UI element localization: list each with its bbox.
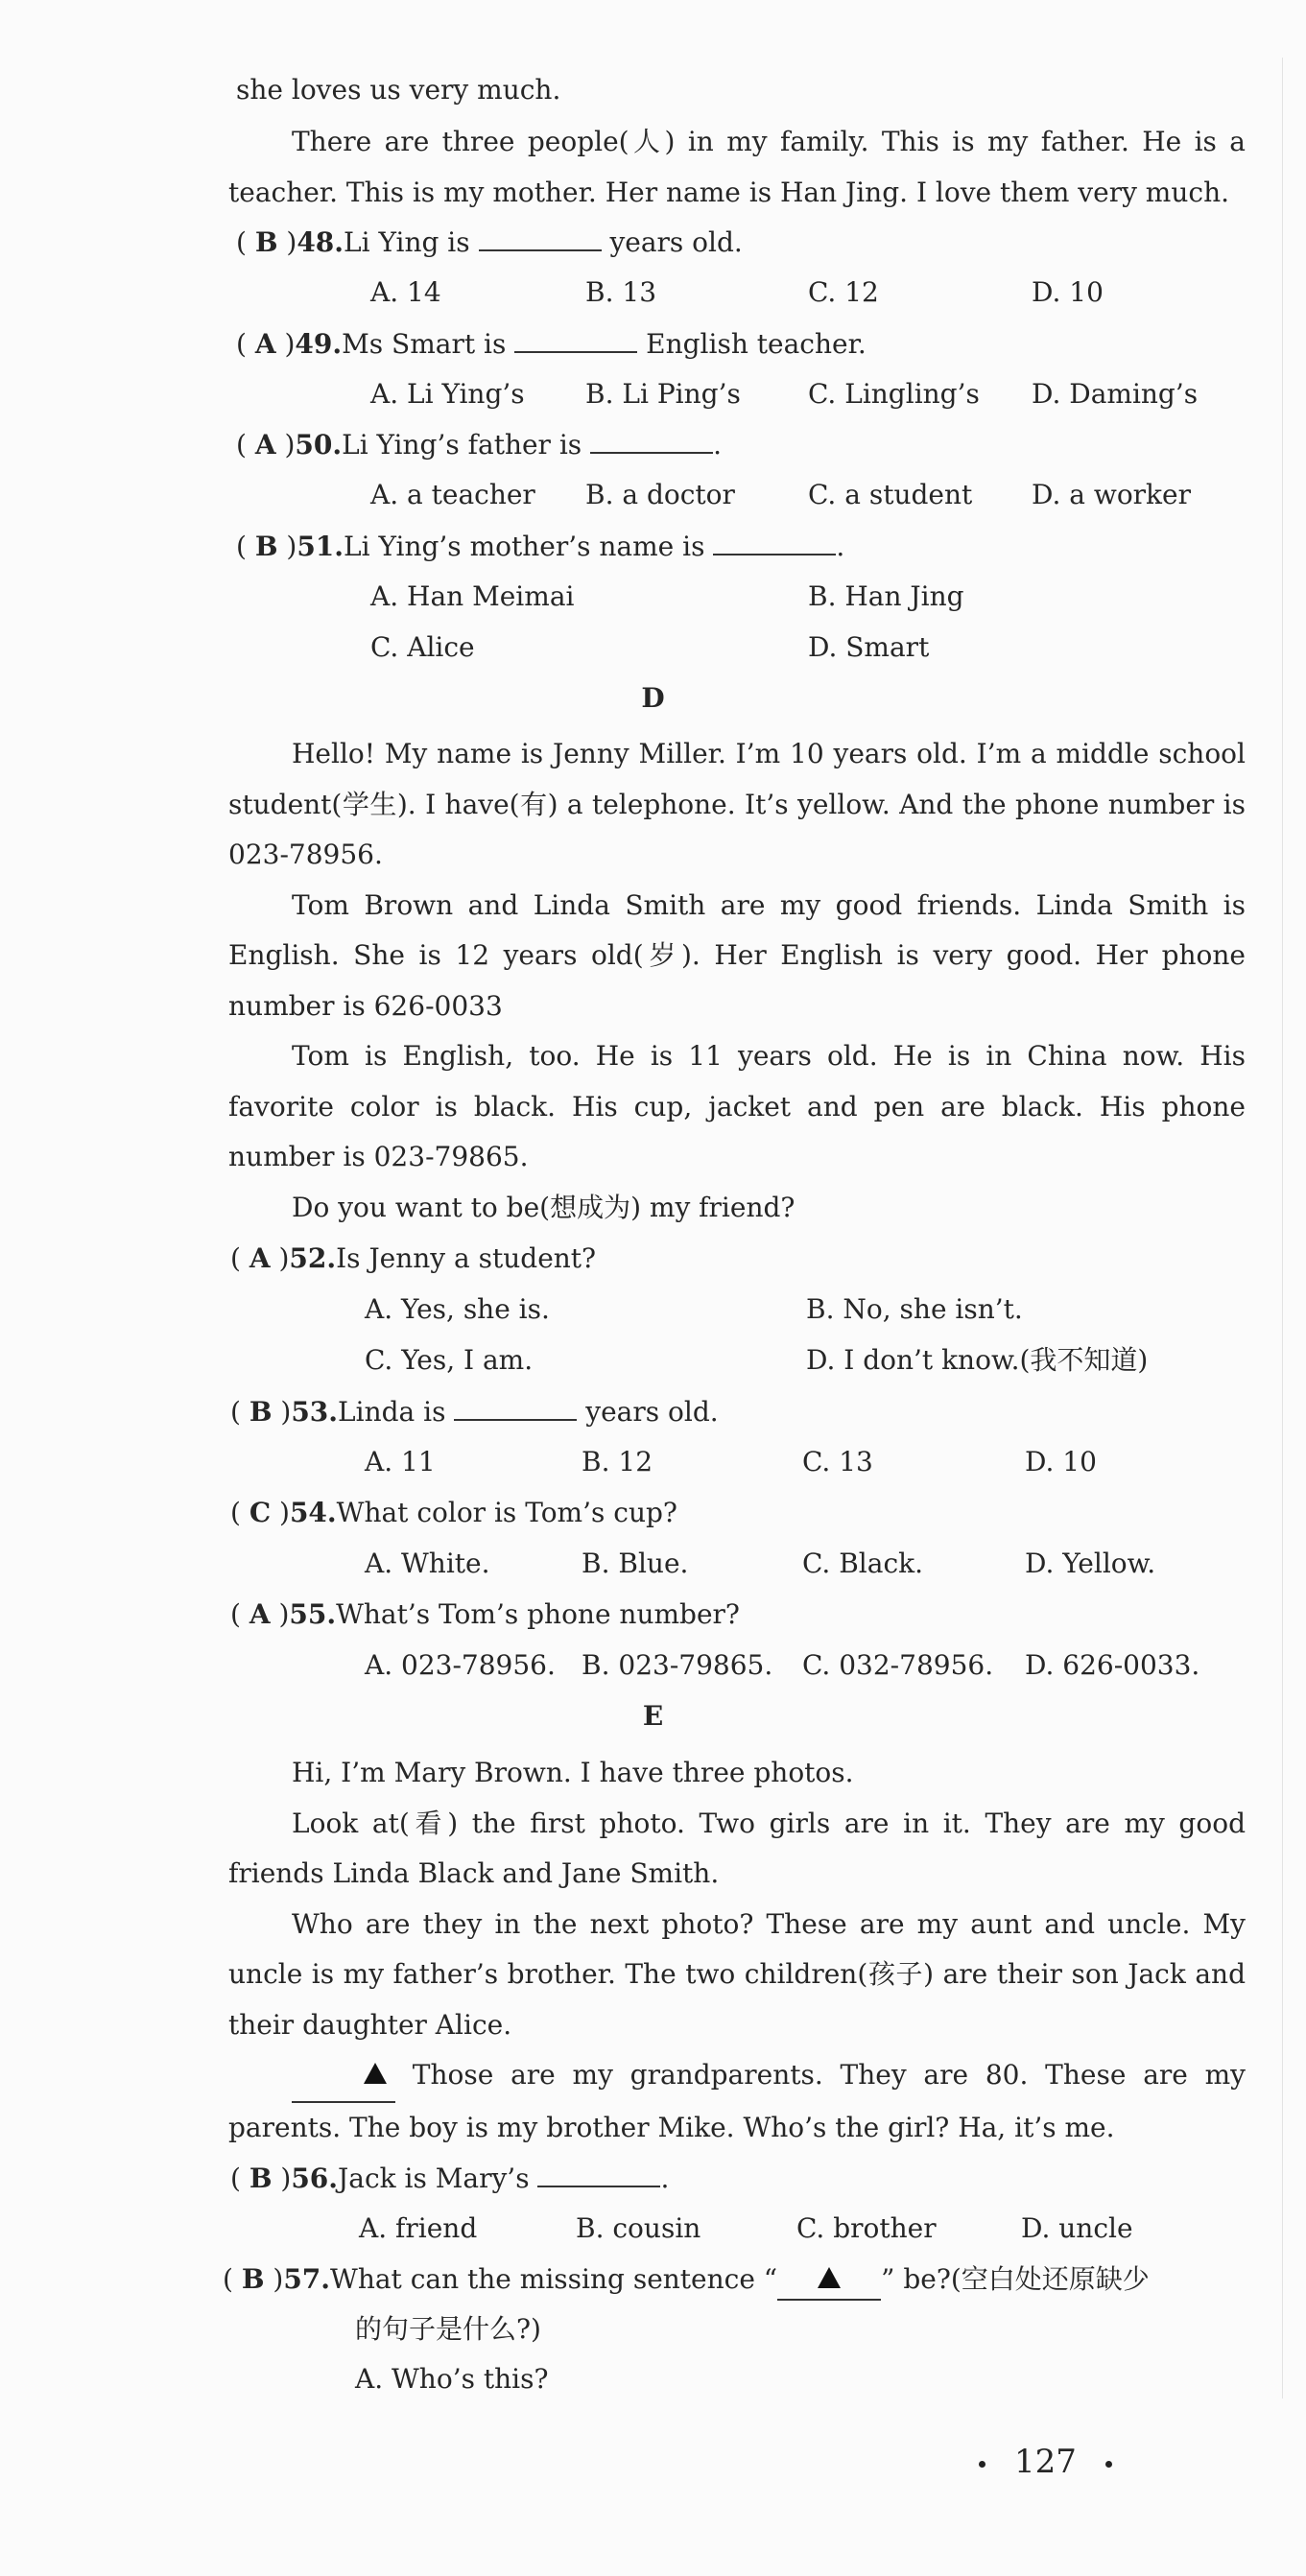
question-50: ( A )50.Li Ying’s father is . [236,425,722,464]
option-53-b: B. 12 [582,1446,653,1477]
question-52: ( A )52.Is Jenny a student? [230,1242,597,1274]
option-50-c: C. a student [808,479,973,510]
passage-c-line: she loves us very much. [236,74,561,106]
option-50-b: B. a doctor [585,479,735,510]
section-d-passage [228,729,1246,1233]
question-57-continued: 的句子是什么?) [355,2313,541,2345]
blank-49 [514,324,637,353]
page-number: 127 [950,2441,1141,2483]
option-49-c: C. Lingling’s [808,378,980,410]
question-55: ( A )55.What’s Tom’s phone number? [230,1598,740,1630]
option-55-b: B. 023-79865. [582,1649,773,1681]
question-51: ( B )51.Li Ying’s mother’s name is . [236,527,844,566]
option-48-d: D. 10 [1032,276,1104,308]
question-56: ( B )56.Jack is Mary’s . [230,2159,669,2198]
option-54-c: C. Black. [802,1548,923,1579]
option-48-b: B. 13 [585,276,657,308]
answer-48: B [254,226,278,258]
option-49-a: A. Li Ying’s [370,378,525,410]
answer-52: A [249,1242,271,1274]
missing-sentence-blank [777,2260,881,2301]
blank-50 [590,425,713,454]
option-51-a: A. Han Meimai [370,580,575,612]
option-56-b: B. cousin [576,2212,701,2244]
blank-48 [479,223,602,251]
section-d-paragraph: Tom Brown and Linda Smith are my good friends. Linda Smith is English. She is 12 years old(岁). Her English is very good. Her phone number is 626-0033 [228,888,1246,1022]
answer-55: A [249,1598,271,1630]
answer-54: C [249,1497,272,1528]
option-50-d: D. a worker [1032,479,1191,510]
answer-57: B [241,2263,265,2295]
option-49-d: D. Daming’s [1032,378,1199,410]
option-52-c: C. Yes, I am. [365,1344,534,1376]
option-50-a: A. a teacher [370,479,535,510]
section-d-heading: D [641,682,665,714]
option-51-c: C. Alice [370,631,475,663]
option-52-b: B. No, she isn’t. [806,1293,1023,1325]
answer-50: A [254,429,276,461]
blank-56 [537,2159,660,2187]
option-53-a: A. 11 [365,1446,436,1477]
option-56-d: D. uncle [1021,2212,1133,2244]
option-52-a: A. Yes, she is. [365,1293,550,1325]
section-e-passage [228,1748,1246,2153]
option-48-c: C. 12 [808,276,879,308]
option-57-a: A. Who’s this? [355,2363,549,2395]
option-55-c: C. 032-78956. [802,1649,994,1681]
passage-c-paragraph: There are three people(人) in my family. This is my father. He is a teacher. This is my mother. Her name is Han Jing. I love them very much. [228,126,1246,208]
option-53-c: C. 13 [802,1446,873,1477]
triangle-icon [364,2063,387,2084]
option-48-a: A. 14 [370,276,441,308]
option-56-c: C. brother [796,2212,937,2244]
question-57: ( B )57.What can the missing sentence “ ” be?(空白处还原缺少 [223,2260,1150,2301]
section-d-paragraph: Tom is English, too. He is 11 years old. He is in China now. His favorite color is black. His cup, jacket and pen are black. His phone number is 023-79865. [228,1040,1246,1172]
answer-51: B [254,531,278,562]
section-e-paragraph: Those are my grandparents. They are 80. These are my parents. The boy is my brother Mike. Who’s the girl? Ha, it’s me. [228,2050,1246,2153]
option-54-d: D. Yellow. [1025,1548,1156,1579]
section-d-paragraph: Hello! My name is Jenny Miller. I’m 10 years old. I’m a middle school student(学生). I have(有) a telephone. It’s yellow. And the phone number is 023-78956. [228,738,1246,870]
triangle-icon [818,2267,841,2288]
question-48: ( B )48.Li Ying is years old. [236,223,743,262]
bullet-dot-icon [1105,2461,1112,2468]
missing-sentence-blank [292,2050,395,2103]
section-e-paragraph: Look at(看) the first photo. Two girls are in it. They are my good friends Linda Black and Jane Smith. [228,1807,1246,1889]
question-49: ( A )49.Ms Smart is English teacher. [236,324,867,364]
answer-53: B [249,1396,273,1428]
section-e-paragraph: Hi, I’m Mary Brown. I have three photos. [292,1757,854,1788]
question-54: ( C )54.What color is Tom’s cup? [230,1497,677,1528]
option-49-b: B. Li Ping’s [585,378,741,410]
section-d-paragraph: Do you want to be(想成为) my friend? [292,1191,795,1223]
option-51-b: B. Han Jing [808,580,964,612]
option-56-a: A. friend [359,2212,478,2244]
answer-49: A [254,328,276,360]
option-51-d: D. Smart [808,631,930,663]
option-54-b: B. Blue. [582,1548,689,1579]
option-52-d: D. I don’t know.(我不知道) [806,1344,1149,1376]
bullet-dot-icon [979,2461,985,2468]
blank-51 [713,527,836,555]
page-edge-line [1282,58,1283,2399]
section-e-heading: E [642,1700,664,1732]
section-e-paragraph: Who are they in the next photo? These are my aunt and uncle. My uncle is my father’s brother. The two children(孩子) are their son Jack and their daughter Alice. [228,1907,1246,2041]
option-53-d: D. 10 [1025,1446,1097,1477]
blank-53 [454,1392,577,1421]
option-55-d: D. 626-0033. [1025,1649,1200,1681]
option-54-a: A. White. [365,1548,490,1579]
question-53: ( B )53.Linda is years old. [230,1392,719,1431]
answer-56: B [249,2162,273,2194]
option-55-a: A. 023-78956. [365,1649,556,1681]
